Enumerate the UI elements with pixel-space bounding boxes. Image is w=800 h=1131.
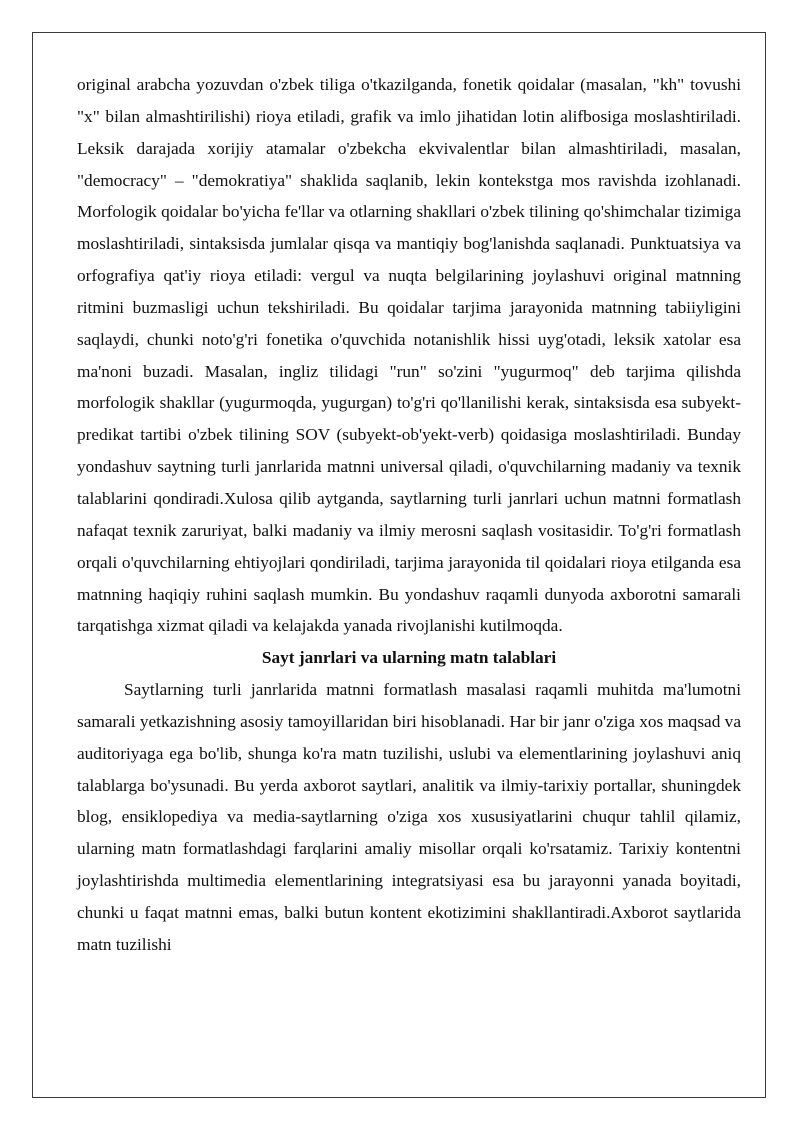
- body-paragraph: original arabcha yozuvdan o'zbek tiliga o'tkazilganda, fonetik qoidalar (masalan, "kh" tovushi "x" bilan almashtirilishi) rioya etiladi, grafik va imlo jihatidan lotin alifbosiga moslashtiriladi. Leksik darajada xorijiy atamalar o'zbekcha ekvivalentlar bilan almashtiriladi, masalan, "democracy" – "demokratiya" shaklida saqlanib, lekin kontekstga mos ravishda izohlanadi. Morfologik qoidalar bo'yicha fe'llar va otlarning shakllari o'zbek tilining qo'shimchalar tizimiga moslashtiriladi, sintaksisda jumlalar qisqa va mantiqiy bog'lanishda saqlanadi. Punktuatsiya va orfografiya qat'iy rioya etiladi: vergul va nuqta belgilarining joylashuvi original matnning ritmini buzmasligi uchun tekshiriladi. Bu qoidalar tarjima jarayonida matnning tabiiyligini saqlaydi, chunki noto'g'ri fonetika o'quvchida notanishlik hissi uyg'otadi, leksik xatolar esa ma'noni buzadi. Masalan, ingliz tilidagi "run" so'zini "yugurmoq" deb tarjima qilishda morfologik shakllar (yugurmoqda, yugurgan) to'g'ri qo'llanilishi kerak, sintaksisda esa subyekt-predikat tartibi o'zbek tilining SOV (subyekt-ob'yekt-verb) qoidasiga moslashtiriladi. Bunday yondashuv saytning turli janrlarida matnni universal qiladi, o'quvchilarning madaniy va texnik talablarini qondiradi.Xulosa qilib aytganda, saytlarning turli janrlari uchun matnni formatlash nafaqat texnik zaruriyat, balki madaniy va ilmiy merosni saqlash vositasidir. To'g'ri formatlash orqali o'quvchilarning ehtiyojlari qondiriladi, tarjima jarayonida til qoidalari rioya etilganda esa matnning haqiqiy ruhini saqlash mumkin. Bu yondashuv raqamli dunyoda axborotni samarali tarqatishga xizmat qiladi va kelajakda yanada rivojlanishi kutilmoqda.: [77, 75, 741, 636]
- body-paragraph: Saytlarning turli janrlarida matnni formatlash masalasi raqamli muhitda ma'lumotni samarali yetkazishning asosiy tamoyillaridan biri hisoblanadi. Har bir janr o'ziga xos maqsad va auditoriyaga ega bo'lib, shunga ko'ra matn tuzilishi, uslubi va elementlarining joylashuvi aniq talablarga bo'ysunadi. Bu yerda axborot saytlari, analitik va ilmiy-tarixiy portallar, shuningdek blog, ensiklopediya va media-saytlarning o'ziga xos xususiyatlarini chuqur tahlil qilamiz, ularning matn formatlashdagi farqlarini amaliy misollar orqali ko'rsatamiz. Tarixiy kontentni joylashtirishda multimedia elementlarining integratsiyasi esa bu jarayonni yanada boyitadi, chunki u faqat matnni emas, balki butun kontent ekotizimini shakllantiradi.Axborot saytlarida matn tuzilishi: [77, 680, 741, 954]
- section-heading: Sayt janrlari va ularning matn talablari: [261, 648, 557, 668]
- document-body: [77, 69, 741, 961]
